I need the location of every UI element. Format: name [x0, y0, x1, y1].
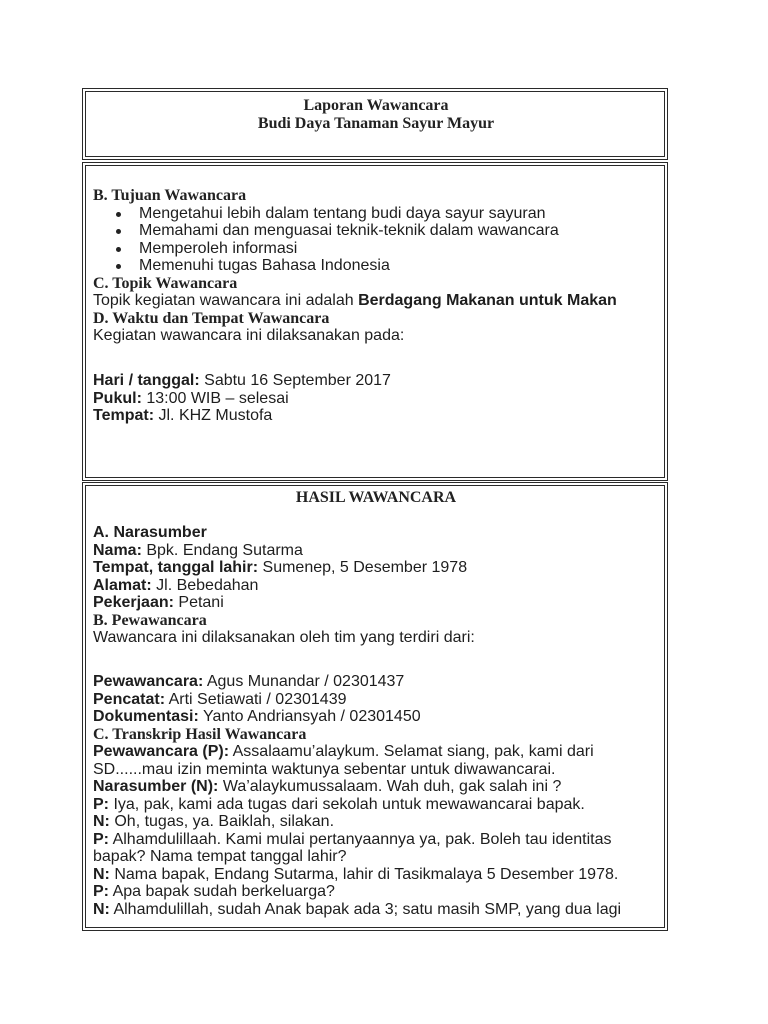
transcript-speaker: P:	[93, 883, 109, 900]
team-member-value: Yanto Andriansyah / 02301450	[202, 708, 421, 725]
interview-plan-box-inner	[85, 165, 665, 478]
list-item-text: Memenuhi tugas Bahasa Indonesia	[139, 257, 390, 274]
transcript-speaker: Pewawancara (P):	[93, 743, 230, 760]
list-item-text: Memahami dan menguasai teknik-teknik dalam wawancara	[139, 222, 559, 239]
interview-results-box	[82, 482, 668, 931]
schedule-intro: Kegiatan wawancara ini dilaksanakan pada:	[93, 327, 405, 344]
transcript-line	[93, 796, 659, 814]
source-job-value: Petani	[178, 594, 224, 611]
transcript-line	[93, 743, 659, 778]
transcript-line	[93, 778, 659, 796]
transcript-text: Iya, pak, kami ada tugas dari sekolah untuk mewawancarai bapak.	[113, 795, 585, 813]
team-member	[93, 708, 659, 726]
bullet-icon	[116, 212, 121, 217]
transcript-text: Alhamdulillaah. Kami mulai pertanyaannya ya, pak. Boleh tau identitas bapak? Nama tempat tanggal lahir?	[93, 830, 612, 865]
section-heading-tujuan: B. Tujuan Wawancara	[93, 187, 247, 204]
report-title: Laporan Wawancara	[303, 97, 449, 114]
section-heading-topik: C. Topik Wawancara	[93, 274, 238, 292]
source-address-value: Jl. Bebedahan	[156, 576, 259, 594]
source-name	[93, 542, 659, 560]
detail-place-label: Tempat:	[93, 407, 155, 424]
section-heading-waktu: D. Waktu dan Tempat Wawancara	[93, 309, 330, 327]
detail-time-label: Pukul:	[93, 389, 142, 407]
detail-time-value: 13:00 WIB – selesai	[146, 389, 289, 407]
report-subtitle: Budi Daya Tanaman Sayur Mayur	[257, 115, 495, 132]
bullet-icon	[116, 229, 121, 234]
report-title-box	[82, 88, 668, 160]
transcript-speaker: N:	[93, 900, 110, 918]
source-birth	[93, 559, 659, 577]
transcript-text: Wa’alaykumussalaam. Wah duh, gak salah ini ?	[222, 778, 562, 795]
detail-time	[93, 390, 659, 408]
team-member-role: Pewawancara:	[93, 673, 204, 690]
spacer	[93, 507, 659, 525]
team-intro: Wawancara ini dilaksanakan oleh tim yang terdiri dari:	[93, 629, 475, 646]
list-item	[93, 222, 659, 240]
source-address-label: Alamat:	[93, 576, 152, 594]
transcript-line	[93, 883, 659, 901]
results-title: HASIL WAWANCARA	[295, 489, 457, 506]
team-member	[93, 691, 659, 709]
source-birth-label: Tempat, tanggal lahir:	[93, 559, 259, 576]
transcript-text: Assalaamu’alaykum. Selamat siang, pak, kami dari SD......mau izin meminta waktunya sebentar untuk diwawancarai.	[93, 743, 594, 778]
source-name-label: Nama:	[93, 541, 142, 559]
transcript-speaker: P:	[93, 830, 109, 848]
topic-name: Berdagang Makanan untuk Makan	[358, 292, 617, 309]
list-item-text: Mengetahui lebih dalam tentang budi daya sayur sayuran	[139, 204, 546, 222]
bullet-icon	[116, 247, 121, 252]
transcript-speaker: Narasumber (N):	[93, 778, 219, 795]
transcript-text: Alhamdulillah, sudah Anak bapak ada 3; satu masih SMP, yang dua lagi	[113, 900, 622, 918]
report-title-box-inner	[85, 91, 665, 157]
section-heading-pewawancara: B. Pewawancara	[93, 611, 207, 629]
source-name-value: Bpk. Endang Sutarma	[146, 541, 303, 559]
source-birth-value: Sumenep, 5 Desember 1978	[262, 559, 468, 576]
team-member-value: Agus Munandar / 02301437	[206, 673, 405, 690]
list-item	[93, 257, 659, 275]
transcript-line	[93, 831, 659, 866]
spacer	[93, 345, 659, 373]
transcript-line	[93, 813, 659, 831]
transcript-text: Apa bapak sudah berkeluarga?	[112, 883, 335, 900]
detail-place-value: Jl. KHZ Mustofa	[158, 407, 273, 424]
team-member-role: Dokumentasi:	[93, 708, 199, 725]
transcript-line	[93, 901, 659, 919]
section-heading-transkrip: C. Transkrip Hasil Wawancara	[93, 725, 307, 743]
detail-date-label: Hari / tanggal:	[93, 372, 200, 389]
list-item	[93, 240, 659, 258]
detail-date-value: Sabtu 16 September 2017	[204, 372, 391, 389]
transcript-speaker: P:	[93, 795, 109, 813]
transcript-speaker: N:	[93, 865, 110, 883]
list-item-text: Memperoleh informasi	[139, 239, 298, 257]
transcript-text: Oh, tugas, ya. Baiklah, silakan.	[114, 813, 335, 830]
transcript-line	[93, 866, 659, 884]
source-job-label: Pekerjaan:	[93, 594, 174, 611]
interview-results-box-inner	[85, 485, 665, 928]
team-member	[93, 673, 659, 691]
section-heading-narasumber	[93, 524, 659, 542]
spacer	[93, 647, 659, 674]
narasumber-heading-text: A. Narasumber	[93, 524, 207, 541]
detail-date	[93, 372, 659, 390]
list-item	[93, 205, 659, 223]
team-member-role: Pencatat:	[93, 690, 166, 708]
source-job	[93, 594, 659, 612]
transcript-speaker: N:	[93, 813, 110, 830]
source-address	[93, 577, 659, 595]
topic-sentence	[93, 292, 659, 310]
interview-plan-box	[82, 162, 668, 481]
bullet-icon	[116, 264, 121, 269]
transcript-text: Nama bapak, Endang Sutarma, lahir di Tasikmalaya 5 Desember 1978.	[114, 865, 619, 883]
team-member-value: Arti Setiawati / 02301439	[168, 690, 347, 708]
topic-intro-text: Topik kegiatan wawancara ini adalah	[93, 292, 354, 309]
detail-place	[93, 407, 659, 425]
